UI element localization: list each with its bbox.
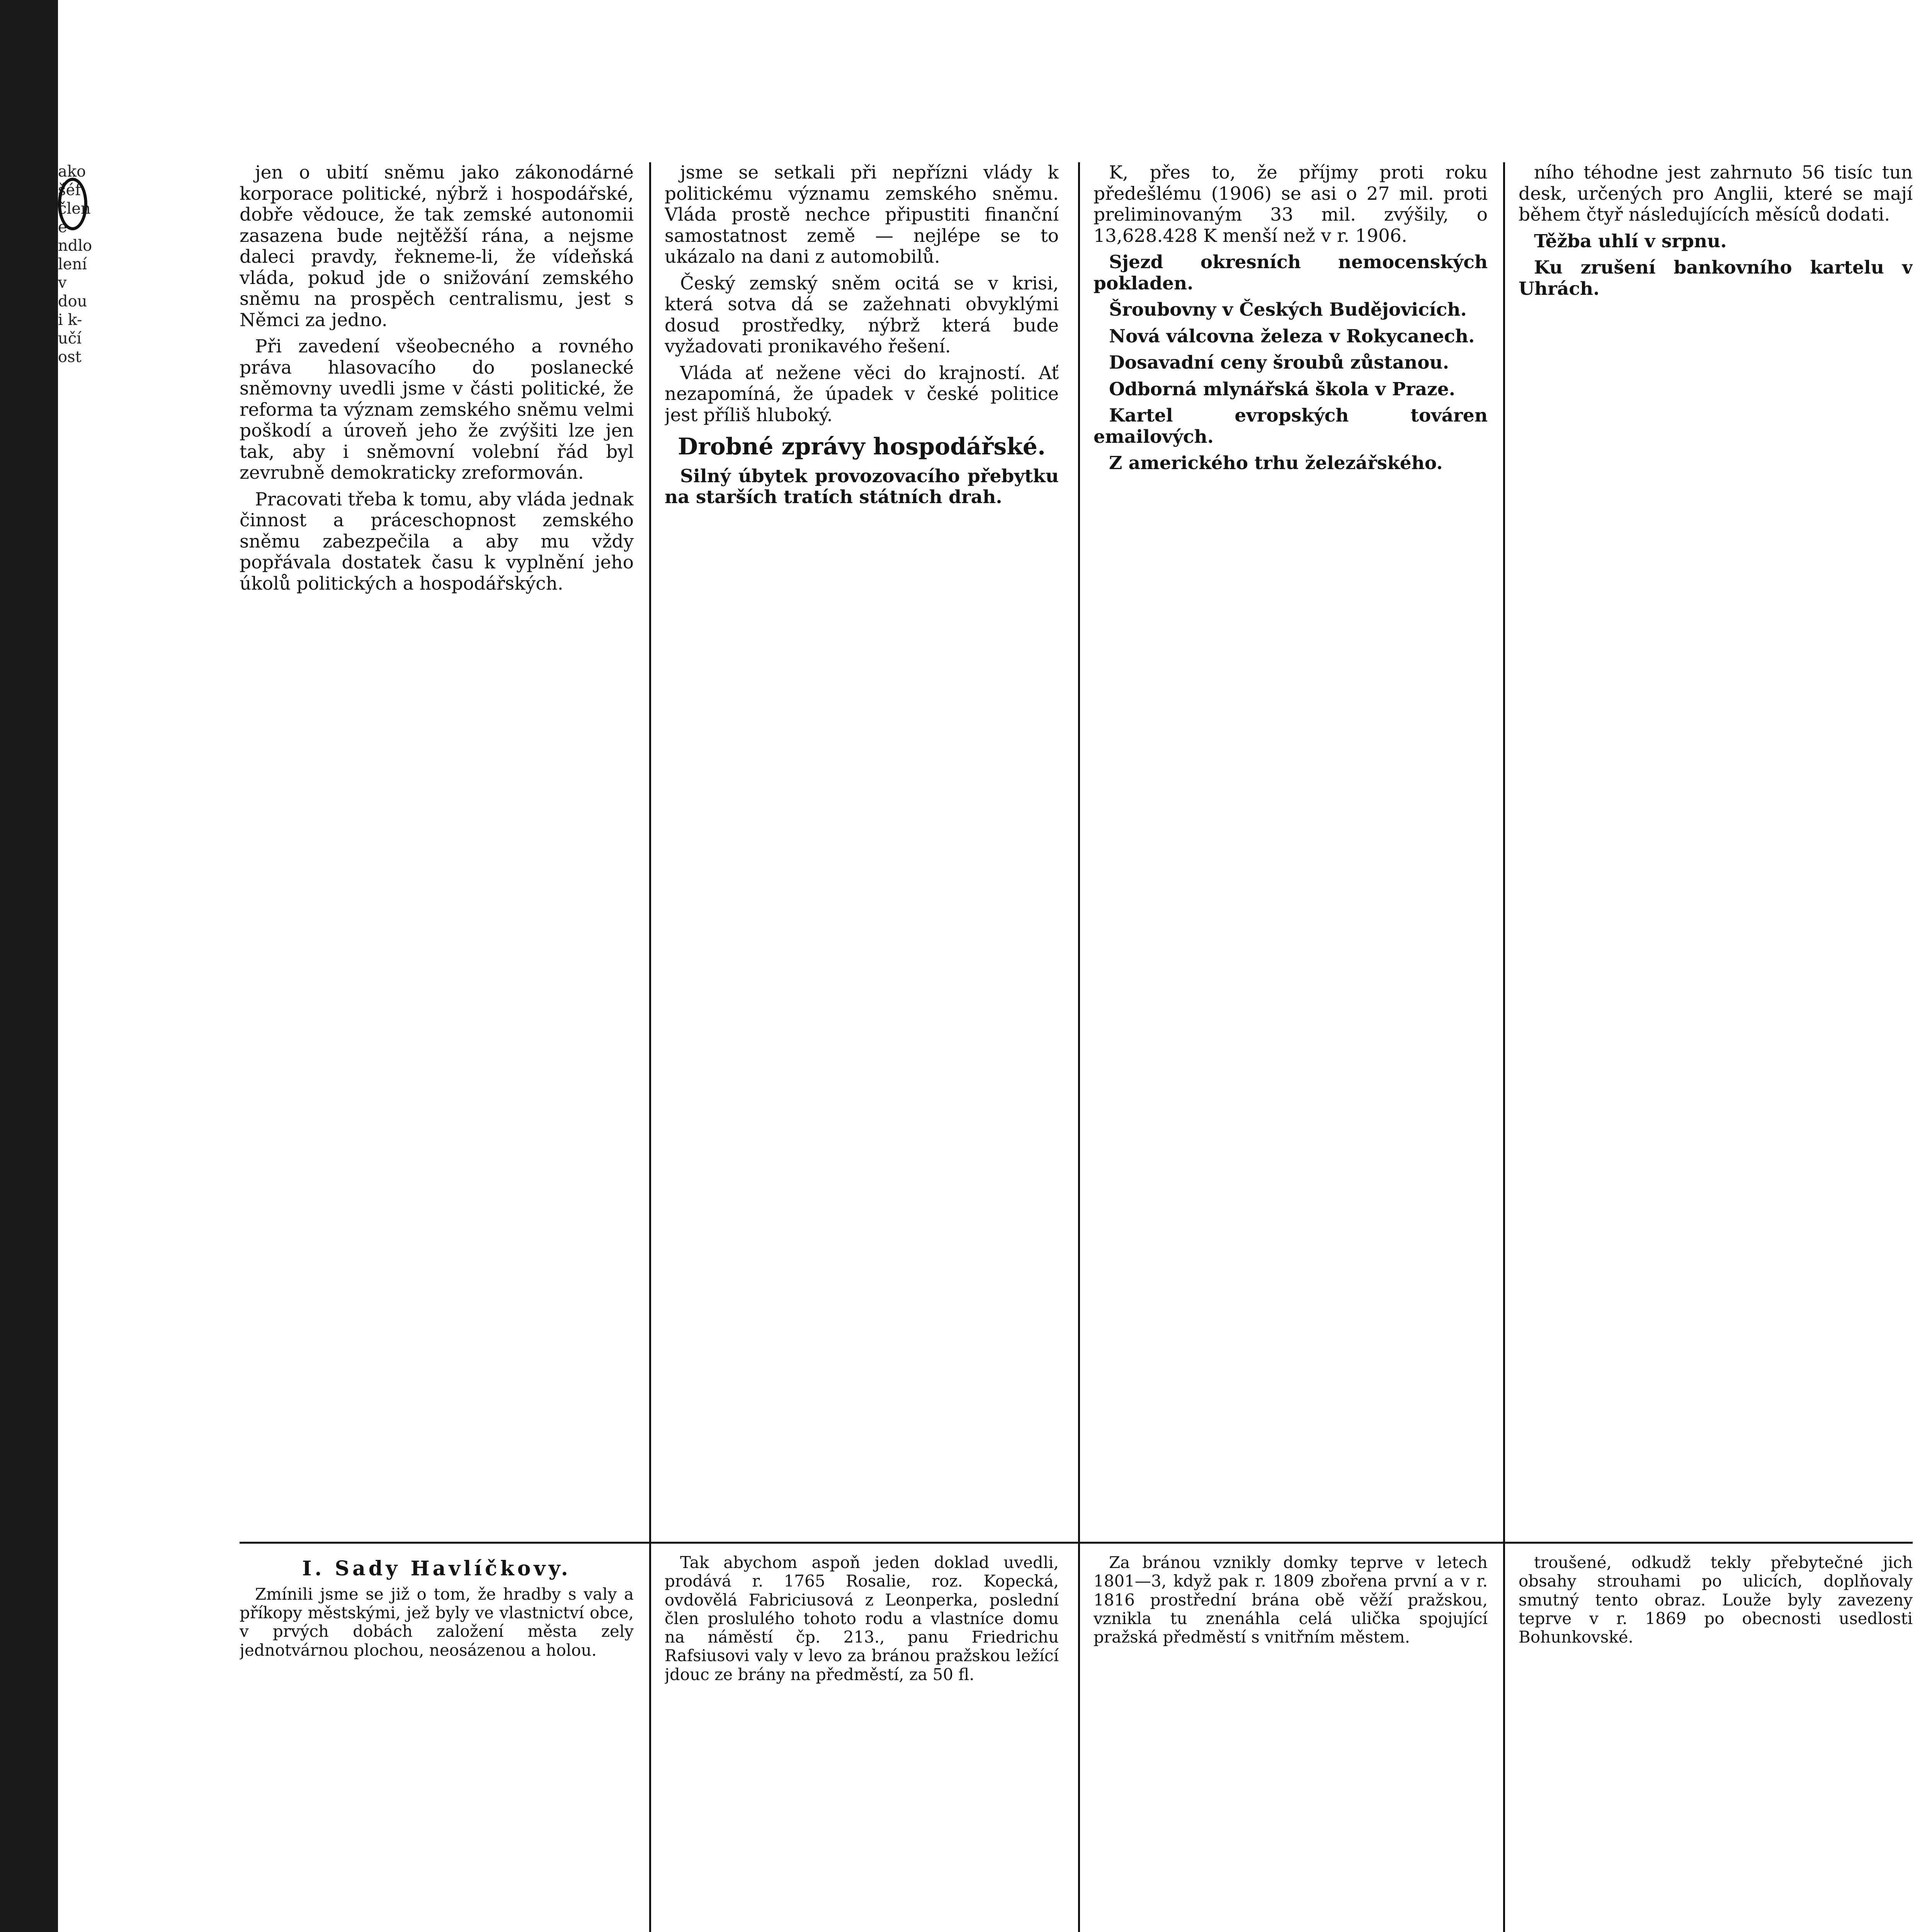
news-lead: Silný úbytek provozovacího přebytku na starších tratích státních drah. <box>665 465 1059 508</box>
news-lead: Těžba uhlí v srpnu. <box>1534 230 1727 252</box>
paragraph: jen o ubití sněmu jako zákonodárné korporace politické, nýbrž i hospodářské, dobře vědouce, že tak zemské autonomii zasazena bude nejtěžší rána, a nejsme daleci pravdy, řekneme-li, že vídeňská vláda, pokud jde o snižování zemského sněmu na prospěch centralismu, jest s Němci za jedno. <box>240 162 634 331</box>
column-rule <box>1503 162 1505 1932</box>
paragraph: jsme se setkali při nepřízni vlády k politickému významu zemského sněmu. Vláda prostě nechce připustiti finanční samostatnost země — nejlépe se to ukázalo na dani z automobilů. <box>665 162 1059 268</box>
news-lead: Šroubovny v Českých Budějovicích. <box>1109 299 1467 321</box>
news-lead: Sjezd okresních nemocenských pokladen. <box>1094 252 1488 294</box>
paragraph: Pracovati třeba k tomu, aby vláda jednak činnost a práceschopnost zemského sněmu zabezpečila a aby mu vždy popřávala dostatek času k vyplnění jeho úkolů politických a hospodářských. <box>240 488 634 594</box>
paragraph: Zmínili jsme se již o tom, že hradby s valy a příkopy městskými, jež byly ve vlastnictví obce, v prvých dobách založení města zely jednotvárnou plochou, neosázenou a holou. <box>240 1584 634 1660</box>
lower-column-3 <box>1094 1553 1488 1932</box>
section-heading: Drobné zprávy hospodářské. <box>678 433 1046 461</box>
clipped-left-column <box>58 162 228 1932</box>
edge-text: ako šéf člen e- ndlo lení v dou i k- učí ost <box>58 163 92 366</box>
news-lead: Ku zrušení bankovního kartelu v Uhrách. <box>1519 257 1913 299</box>
scan-edge <box>0 0 58 1932</box>
lower-column-2 <box>665 1553 1059 1932</box>
news-lead: Z amerického trhu železářského. <box>1109 452 1443 474</box>
paragraph: Vláda ať nežene věci do krajností. Ať nezapomíná, že úpadek v české politice jest příliš hluboký. <box>665 362 1059 426</box>
column-rule <box>1078 162 1080 1932</box>
news-lead: Nová válcovna železa v Rokycanech. <box>1109 325 1475 347</box>
paragraph: Při zavedení všeobecného a rovného práva hlasovacího do poslanecké sněmovny uvedli jsme v části politické, že reforma ta význam zemského sněmu velmi poškodí a úroveň jeho že zvýšiti lze jen tak, aby i sněmovní volební řád byl zevrubně demokraticky zreformován. <box>240 336 634 484</box>
paragraph: Český zemský sněm ocitá se v krisi, která sotva dá se zažehnati obvyklými dosud prostředky, nýbrž která bude vyžadovati pronikavého řešení. <box>665 272 1059 357</box>
paragraph: Za bránou vznikly domky teprve v letech 1801—3, když pak r. 1809 zbořena první a v r. 1816 prostřední brána obě věží pražskou, vznikla tu znenáhla celá ulička spojující pražská předměstí s vnitřním městem. <box>1094 1553 1488 1647</box>
paragraph: troušené, odkudž tekly přebytečné jich obsahy strouhami po ulicích, doplňovaly smutný tento obraz. Louže byly zavezeny teprve v r. 1869 po obecnosti usedlosti Bohunkovské. <box>1519 1553 1913 1647</box>
lower-column-1 <box>240 1553 634 1932</box>
column-rule <box>649 162 651 1932</box>
news-lead: Dosavadní ceny šroubů zůstanou. <box>1109 352 1449 374</box>
paragraph: ního téhodne jest zahrnuto 56 tisíc tun desk, určených pro Anglii, které se mají během čtyř následujících měsíců dodati. <box>1519 162 1913 226</box>
news-lead: Kartel evropských továren emailových. <box>1094 405 1488 447</box>
paragraph: K, přes to, že příjmy proti roku předešlému (1906) se asi o 27 mil. proti preliminovaným 33 mil. zvýšily, o 13,628.428 K menší než v r. 1906. <box>1094 162 1488 247</box>
lower-heading: I. Sady Havlíčkovy. <box>302 1557 571 1580</box>
paragraph: Tak abychom aspoň jeden doklad uvedli, prodává r. 1765 Rosalie, roz. Kopecká, ovdovělá Fabriciusová z Leonperka, poslední člen proslulého tohoto rodu a vlastníce domu na náměstí čp. 213., panu Friedrichu Rafsiusovi valy v levo za bránou pražskou ležící jdouc ze brány na předměstí, za 50 fl. <box>665 1553 1059 1684</box>
ornament-icon <box>58 178 87 230</box>
section-divider <box>240 1542 1913 1544</box>
news-lead: Odborná mlynářská škola v Praze. <box>1109 378 1456 400</box>
lower-column-4 <box>1519 1553 1913 1932</box>
